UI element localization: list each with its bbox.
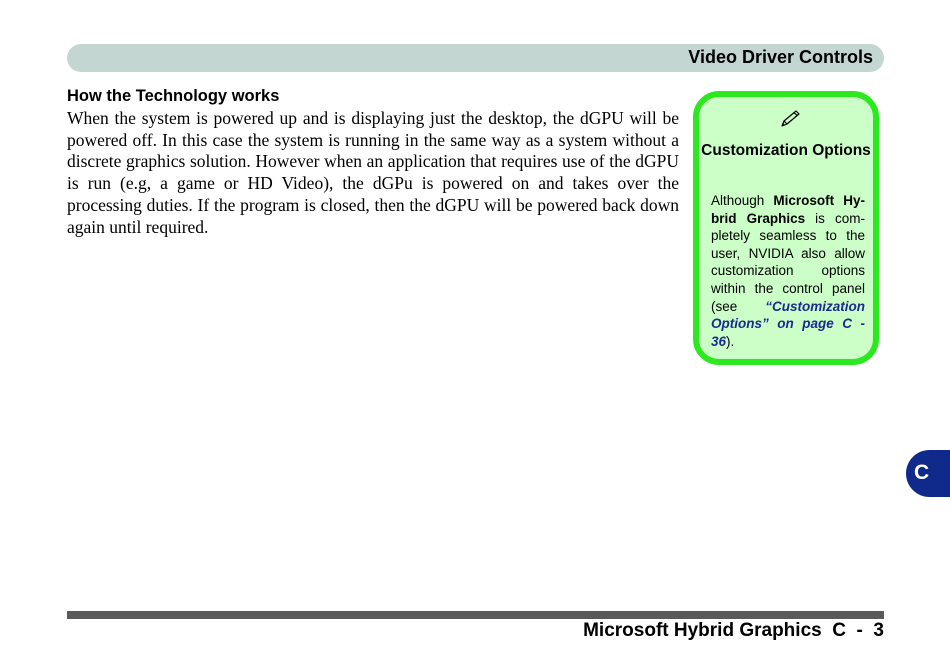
header-bar — [67, 44, 884, 72]
pencil-icon — [779, 109, 803, 129]
chapter-tab[interactable] — [906, 450, 950, 497]
chapter-letter: C — [914, 461, 930, 484]
sidebar-body — [711, 192, 865, 350]
sidebar-bold-term: Microsoft Hy-brid Graphics — [711, 193, 865, 226]
sidebar-text-before: Although — [711, 193, 774, 208]
sidebar-text-middle: is com-pletely seamless to the user, NVIDIA also allow customization options within the control panel (see — [711, 210, 865, 314]
sidebar-title: Customization Options — [701, 142, 871, 159]
sidebar-text-after: ). — [726, 333, 735, 349]
footer-rule — [67, 611, 884, 619]
sidebar-note — [693, 91, 879, 365]
footer-page-label: Microsoft Hybrid Graphics C - 3 — [583, 620, 884, 641]
customization-options-link[interactable]: “Customization Options” on page C - 36 — [711, 298, 865, 349]
section-heading: How the Technology works — [67, 87, 280, 105]
body-paragraph: When the system is powered up and is displaying just the desktop, the dGPU will be powered off. In this case the system is running in the same way as a system without a discrete graphics solution. However when an application that requires use of the dGPU is run (e.g, a game or HD Video), the dGPu is powered on and takes over the processing duties. If the program is closed, then the dGPU will be powered back down again until required. — [67, 108, 679, 237]
header-title: Video Driver Controls — [688, 47, 873, 67]
